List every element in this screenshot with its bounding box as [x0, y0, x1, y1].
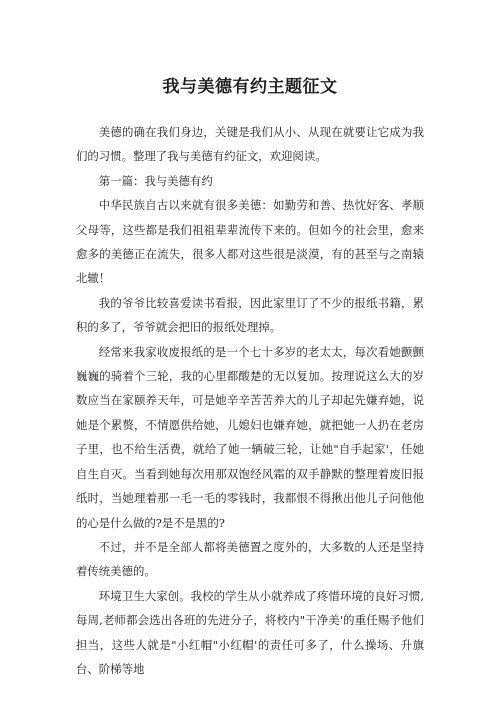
body-paragraph: 我的爷爷比较喜爱读书看报，因此家里订了不少的报纸书籍，累积的多了，爷爷就会把旧的报纸处理掉。	[76, 295, 424, 335]
document-title: 我与美德有约主题征文	[162, 77, 338, 97]
body-paragraph: 中华民族自古以来就有很多美德：如勤劳和善、热忱好客、孝顺父母等，这些都是我们祖祖辈辈流传下来的。但如今的社会里，愈来愈多的美德正在流失，很多人都对这些很是淡漠，有的甚至与之南辕北辙！	[76, 198, 424, 286]
section-heading: 第一篇：我与美德有约	[98, 173, 213, 188]
document-body	[76, 120, 424, 681]
body-paragraph: 经常来我家收废报纸的是一个七十多岁的老太太，每次看她颤颤巍巍的骑着个三轮，我的心里都酸楚的无以复加。按理说这么大的岁数应当在家颐养天年，可是她辛辛苦苦养大的儿子却起先嫌弃她，说她是个累赘，不情愿供给她，儿媳妇也嫌弃她，就把她一人扔在老房子里，也不给生活费，就给了她一辆破三轮，让她"自手起家'，任她自生自灭。当看到她每次用那双饱经风霜的双手静默的整理着废旧报纸时，当她理着那一毛一毛的零钱时，我都恨不得揪出他儿子问他他的心是什么做的?是不是黑的?	[76, 344, 424, 530]
intro-paragraph: 美德的确在我们身边，关键是我们从小、从现在就要让它成为我们的习惯。整理了我与美德有约征文，欢迎阅读。	[76, 125, 424, 164]
body-paragraph: 环境卫生大家创。我校的学生从小就养成了疼惜环境的良好习惯,每周,老师都会选出各班的先进分子，将校内"干净美'的重任赐予他们担当，这些人就是"小红帽"小红帽'的责任可多了，什么操场、升旗台、阶梯等地	[76, 588, 424, 676]
body-paragraph: 不过，并不是全部人都将美德置之度外的，大多数的人还是坚持着传统美德的。	[76, 539, 424, 579]
